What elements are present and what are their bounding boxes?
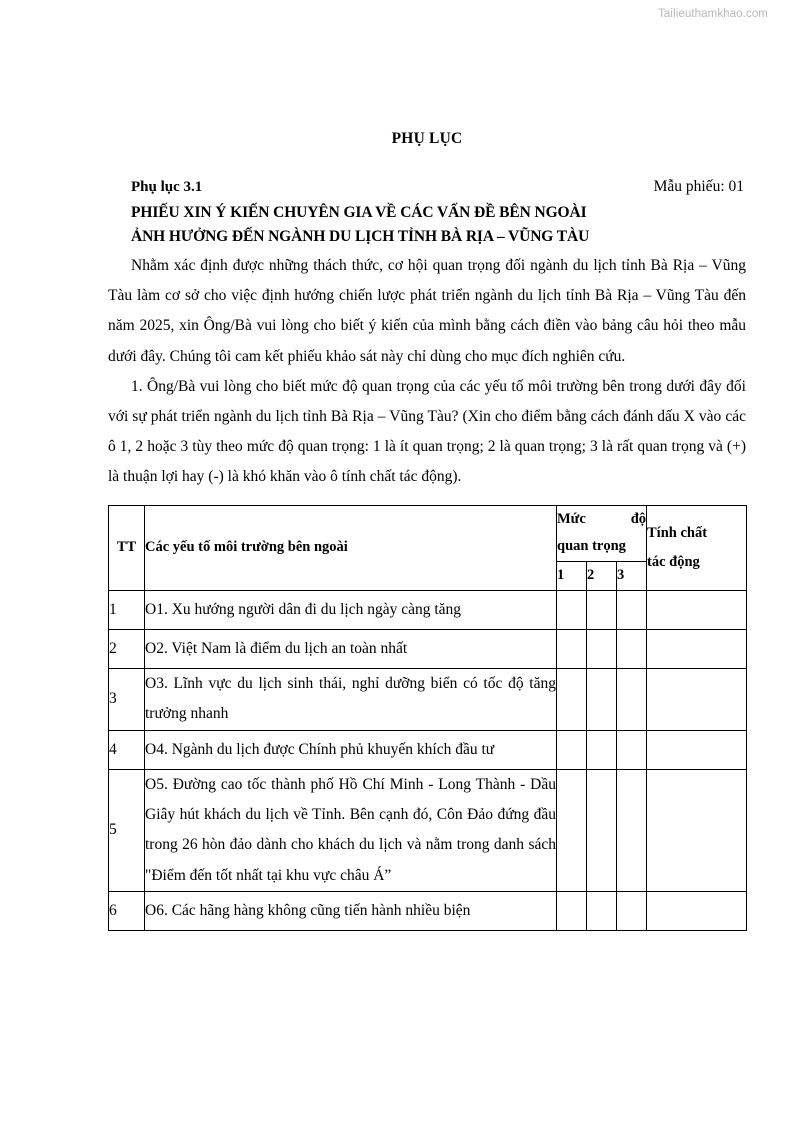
row-score-3-cell[interactable] — [617, 630, 647, 669]
row-number: 3 — [109, 669, 145, 730]
row-score-3-cell[interactable] — [617, 730, 647, 769]
header-importance — [557, 505, 647, 561]
row-score-3-cell[interactable] — [617, 891, 647, 930]
header-scale-1: 1 — [557, 561, 587, 590]
row-factor: O5. Đường cao tốc thành phố Hồ Chí Minh - Long Thành - Dầu Giây hút khách du lịch về Tỉnh. Bên cạnh đó, Côn Đảo đứng đầu trong 26 hòn đảo dành cho khách du lịch và nằm trong danh sách "Điểm đến tốt nhất tại khu vực châu Á” — [145, 769, 557, 891]
table-row — [109, 669, 747, 730]
row-impact-cell[interactable] — [647, 669, 747, 730]
row-factor: O6. Các hãng hàng không cũng tiến hành nhiều biện — [145, 891, 557, 930]
row-number: 5 — [109, 769, 145, 891]
table-row — [109, 891, 747, 930]
header-importance-line-1: Mức độ — [557, 510, 647, 527]
row-score-2-cell[interactable] — [587, 769, 617, 891]
row-score-1-cell[interactable] — [557, 769, 587, 891]
row-impact-cell[interactable] — [647, 730, 747, 769]
row-number: 6 — [109, 891, 145, 930]
header-importance-line-2: quan trọng — [557, 538, 626, 555]
page-title: PHỤ LỤC — [391, 130, 463, 147]
survey-table-body — [109, 590, 747, 930]
row-score-2-cell[interactable] — [587, 669, 617, 730]
row-impact-cell[interactable] — [647, 630, 747, 669]
header-impact — [647, 505, 747, 590]
row-factor: O3. Lĩnh vực du lịch sinh thái, nghỉ dưỡng biển có tốc độ tăng trưởng nhanh — [145, 669, 557, 730]
row-impact-cell[interactable] — [647, 891, 747, 930]
row-score-1-cell[interactable] — [557, 669, 587, 730]
header-factor: Các yếu tố môi trường bên ngoài — [145, 505, 557, 590]
table-row — [109, 769, 747, 891]
row-score-3-cell[interactable] — [617, 669, 647, 730]
row-score-2-cell[interactable] — [587, 730, 617, 769]
survey-table — [108, 505, 747, 931]
row-score-1-cell[interactable] — [557, 891, 587, 930]
row-score-1-cell[interactable] — [557, 630, 587, 669]
row-score-2-cell[interactable] — [587, 891, 617, 930]
row-score-3-cell[interactable] — [617, 769, 647, 891]
row-factor: O2. Việt Nam là điểm du lịch an toàn nhất — [145, 630, 557, 669]
row-number: 2 — [109, 630, 145, 669]
header-impact-line-2: tác động — [647, 553, 700, 570]
header-impact-line-1: Tính chất — [647, 525, 708, 542]
row-factor: O1. Xu hướng người dân đi du lịch ngày càng tăng — [145, 590, 557, 629]
row-score-3-cell[interactable] — [617, 590, 647, 629]
row-score-2-cell[interactable] — [587, 630, 617, 669]
row-impact-cell[interactable] — [647, 590, 747, 629]
header-tt: TT — [109, 505, 145, 590]
survey-heading-line-1: PHIẾU XIN Ý KIẾN CHUYÊN GIA VỀ CÁC VẤN ĐỀ BÊN NGOÀI — [131, 204, 587, 221]
form-number-label: Mẫu phiếu: 01 — [653, 178, 744, 195]
appendix-label: Phụ lục 3.1 — [131, 179, 203, 195]
survey-heading-line-2: ẢNH HƯỞNG ĐẾN NGÀNH DU LỊCH TỈNH BÀ RỊA – VŨNG TÀU — [131, 228, 590, 246]
question-1-paragraph: 1. Ông/Bà vui lòng cho biết mức độ quan trọng của các yếu tố môi trường bên trong dưới đây đối với sự phát triển ngành du lịch tỉnh Bà Rịa – Vũng Tàu? (Xin cho điểm bằng cách đánh dấu X vào các ô 1, 2 hoặc 3 tùy theo mức độ quan trọng: 1 là ít quan trọng; 2 là quan trọng; 3 là rất quan trọng và (+) là thuận lợi hay (-) là khó khăn vào ô tính chất tác động). — [108, 377, 746, 486]
appendix-meta-row — [108, 178, 746, 196]
table-row — [109, 730, 747, 769]
row-factor: O4. Ngành du lịch được Chính phủ khuyến khích đầu tư — [145, 730, 557, 769]
row-number: 4 — [109, 730, 145, 769]
row-score-2-cell[interactable] — [587, 590, 617, 629]
header-scale-2: 2 — [587, 561, 617, 590]
row-score-1-cell[interactable] — [557, 590, 587, 629]
watermark-label: Tailieuthamkhao.com — [658, 8, 768, 20]
table-row — [109, 630, 747, 669]
table-header-row-1 — [109, 505, 747, 561]
intro-paragraph: Nhằm xác định được những thách thức, cơ hội quan trọng đối ngành du lịch tỉnh Bà Rịa – Vũng Tàu làm cơ sở cho việc định hướng chiến lược phát triển ngành du lịch tỉnh Bà Rịa – Vũng Tàu đến năm 2025, xin Ông/Bà vui lòng cho biết ý kiến của mình bằng cách điền vào bảng câu hỏi theo mẫu dưới đây. Chúng tôi cam kết phiếu khảo sát này chỉ dùng cho mục đích nghiên cứu. — [108, 256, 746, 365]
row-impact-cell[interactable] — [647, 769, 747, 891]
document-content — [108, 130, 746, 931]
header-scale-3: 3 — [617, 561, 647, 590]
survey-table-header — [109, 505, 747, 590]
row-number: 1 — [109, 590, 145, 629]
table-row — [109, 590, 747, 629]
row-score-1-cell[interactable] — [557, 730, 587, 769]
